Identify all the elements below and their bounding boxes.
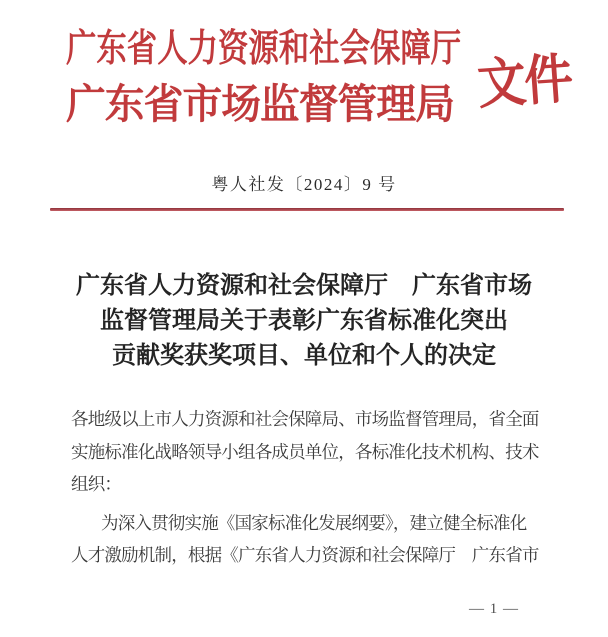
salutation-line-2: 实施标准化战略领导小组各成员单位，各标准化技术机构、技术 xyxy=(71,441,539,462)
letterhead xyxy=(66,30,576,126)
salutation-line-3: 组织： xyxy=(71,474,122,494)
doc-title-line1: 广东省人力资源和社会保障厅 广东省市场 xyxy=(76,273,532,299)
doc-title xyxy=(0,269,608,374)
doc-type-label: 文件 xyxy=(475,49,574,116)
salutation-line-1: 各地级以上市人力资源和社会保障局、市场监督管理局，省全面 xyxy=(71,409,539,429)
body-paragraph-1-line-1: 为深入贯彻实施《国家标准化发展纲要》，建立健全标准化 xyxy=(101,512,527,533)
page-number: — 1 — xyxy=(469,601,519,617)
org-name-line2: 广东省市场监督管理局 xyxy=(66,80,454,127)
red-divider-line xyxy=(50,208,564,211)
doc-body xyxy=(71,403,553,572)
org-name-line1: 广东省人力资源和社会保障厅 xyxy=(66,28,462,70)
doc-title-line2: 监督管理局关于表彰广东省标准化突出 xyxy=(100,308,508,334)
doc-number: 粤人社发〔2024〕9 号 xyxy=(211,175,397,194)
letterhead-org-names xyxy=(66,30,470,126)
body-paragraph-1-line-2: 人才激励机制，根据《广东省人力资源和社会保障厅 广东省市 xyxy=(71,545,539,565)
salutation-paragraph xyxy=(71,403,553,501)
body-paragraph-1 xyxy=(71,507,553,572)
doc-title-line3: 贡献奖获奖项目、单位和个人的决定 xyxy=(112,343,496,369)
